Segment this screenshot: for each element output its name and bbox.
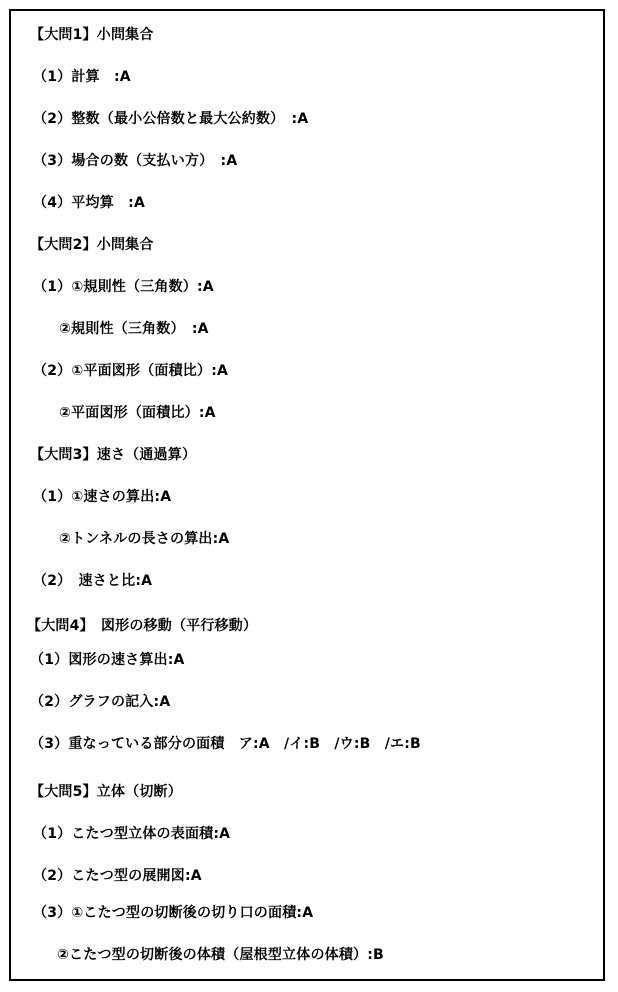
- item-q4-2: （2）グラフの記入:A: [30, 694, 171, 710]
- item-q1-2: （2）整数（最小公倍数と最大公約数） :A: [33, 111, 309, 127]
- item-q2-1-2: ②規則性（三角数） :A: [59, 321, 209, 337]
- heading-q2: 【大問2】小問集合: [30, 237, 154, 253]
- item-q5-3-2: ②こたつ型の切断後の体積（屋根型立体の体積）:B: [57, 947, 384, 963]
- item-q1-3: （3）場合の数（支払い方） :A: [33, 153, 238, 169]
- item-q3-1-2: ②トンネルの長さの算出:A: [59, 531, 230, 547]
- item-q3-1-1: （1）①速さの算出:A: [33, 489, 172, 505]
- item-q1-4: （4）平均算 :A: [33, 195, 145, 211]
- item-q2-2-2: ②平面図形（面積比）:A: [59, 405, 216, 421]
- item-q4-3: （3）重なっている部分の面積 ア:A /イ:B /ウ:B /エ:B: [30, 736, 421, 752]
- item-q5-1: （1）こたつ型立体の表面積:A: [33, 826, 231, 842]
- item-q5-3-1: （3）①こたつ型の切断後の切り口の面積:A: [33, 905, 314, 921]
- heading-q5: 【大問5】立体（切断）: [30, 784, 182, 800]
- heading-q3: 【大問3】速さ（通過算）: [30, 447, 197, 463]
- item-q2-1-1: （1）①規則性（三角数）:A: [33, 279, 214, 295]
- item-q1-1: （1）計算 :A: [33, 69, 131, 85]
- item-q3-2: （2） 速さと比:A: [33, 573, 153, 589]
- heading-q4: 【大問4】 図形の移動（平行移動）: [27, 618, 258, 634]
- item-q5-2: （2）こたつ型の展開図:A: [33, 868, 202, 884]
- heading-q1: 【大問1】小問集合: [30, 27, 154, 43]
- item-q4-1: （1）図形の速さ算出:A: [30, 652, 185, 668]
- item-q2-2-1: （2）①平面図形（面積比）:A: [33, 363, 229, 379]
